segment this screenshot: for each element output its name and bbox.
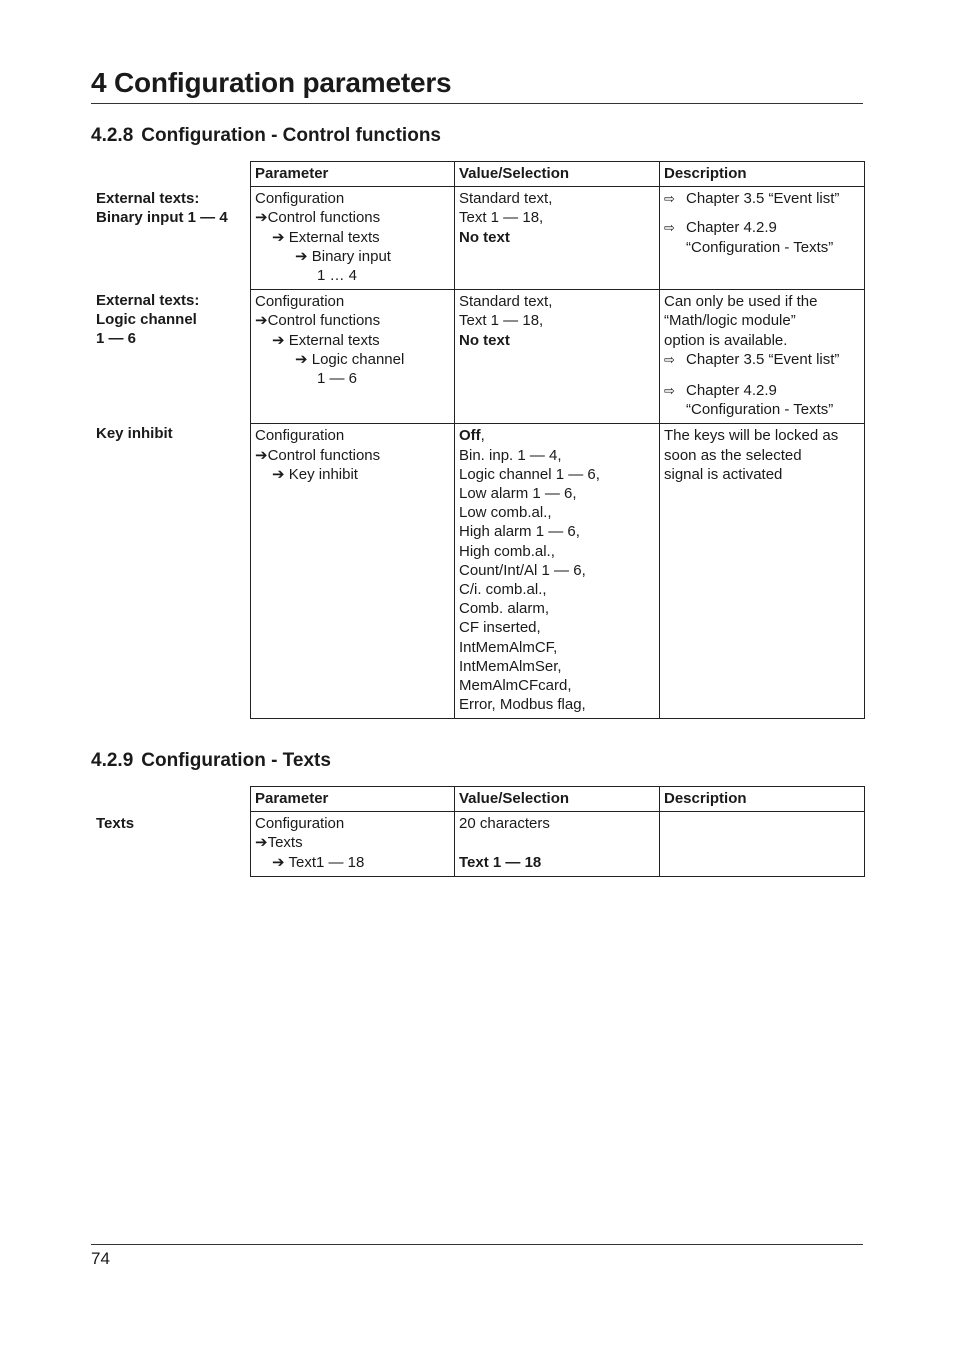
section-number: 4.2.8 bbox=[91, 125, 134, 146]
reference-arrow-icon: ⇨ bbox=[664, 351, 675, 367]
header-description: Description bbox=[660, 162, 865, 187]
value-item: Standard text, bbox=[459, 293, 553, 311]
path-text: Binary input bbox=[311, 247, 391, 265]
value-item: Count/Int/Al 1 — 6, bbox=[459, 561, 586, 579]
reference-arrow-icon: ⇨ bbox=[664, 383, 675, 399]
default-value: Off bbox=[459, 427, 481, 445]
description-cell bbox=[660, 812, 865, 877]
path-step bbox=[255, 465, 450, 484]
section-title-control-functions bbox=[91, 124, 441, 148]
texts-table bbox=[250, 786, 865, 877]
arrow-right-icon: ➔ bbox=[255, 446, 268, 464]
path-step bbox=[255, 208, 450, 227]
description-text: soon as the selected bbox=[664, 446, 802, 464]
path-step bbox=[255, 247, 450, 266]
arrow-right-icon: ➔ bbox=[272, 465, 285, 483]
path-text: Control functions bbox=[267, 312, 381, 330]
value-item: IntMemAlmSer, bbox=[459, 657, 562, 675]
row-label-line: 1 — 6 bbox=[96, 330, 137, 348]
value-cell bbox=[455, 187, 660, 290]
default-value: Text 1 — 18 bbox=[459, 853, 542, 871]
row-label-line: Binary input 1 — 4 bbox=[96, 209, 228, 227]
chapter-reference bbox=[664, 189, 860, 208]
path-text: External texts bbox=[288, 331, 380, 349]
table-header-row bbox=[251, 162, 865, 187]
arrow-right-icon: ➔ bbox=[255, 209, 268, 227]
reference-arrow-icon: ⇨ bbox=[664, 191, 675, 207]
parameter-path-cell bbox=[251, 812, 455, 877]
parameter-path-cell bbox=[251, 187, 455, 290]
arrow-right-icon: ➔ bbox=[295, 247, 308, 265]
description-cell bbox=[660, 187, 865, 290]
value-item: Low comb.al., bbox=[459, 504, 552, 522]
table-row bbox=[251, 424, 865, 719]
value-cell bbox=[455, 812, 660, 877]
path-step bbox=[255, 446, 450, 465]
value-item: MemAlmCFcard, bbox=[459, 677, 572, 695]
description-text: Can only be used if the bbox=[664, 293, 818, 311]
description-cell bbox=[660, 290, 865, 424]
path-step: Configuration bbox=[255, 427, 345, 445]
value-item: Comb. alarm, bbox=[459, 600, 550, 618]
chapter-reference bbox=[664, 350, 860, 369]
arrow-right-icon: ➔ bbox=[272, 853, 285, 871]
chapter-title: 4 Configuration parameters bbox=[91, 64, 863, 104]
value-item: IntMemAlmCF, bbox=[459, 638, 558, 656]
description-text: signal is activated bbox=[664, 465, 783, 483]
table-row bbox=[251, 187, 865, 290]
table-row bbox=[251, 290, 865, 424]
header-value: Value/Selection bbox=[455, 787, 660, 812]
path-step bbox=[255, 331, 450, 350]
value-item: High alarm 1 — 6, bbox=[459, 523, 580, 541]
section-title-texts bbox=[91, 749, 331, 773]
arrow-right-icon: ➔ bbox=[255, 312, 268, 330]
page-number: 74 bbox=[91, 1244, 863, 1269]
value-item: High comb.al., bbox=[459, 542, 555, 560]
description-cell bbox=[660, 424, 865, 719]
path-text: Key inhibit bbox=[288, 465, 358, 483]
reference-text: “Configuration - Texts” bbox=[686, 238, 834, 256]
path-text: Text1 — 18 bbox=[288, 853, 365, 871]
chapter-reference bbox=[664, 381, 860, 419]
header-parameter: Parameter bbox=[251, 787, 455, 812]
value-item: Text 1 — 18, bbox=[459, 209, 544, 227]
description-text: “Math/logic module” bbox=[664, 312, 796, 330]
row-label-texts bbox=[96, 814, 246, 833]
value-item: Standard text, bbox=[459, 190, 553, 208]
header-value: Value/Selection bbox=[455, 162, 660, 187]
path-text: Texts bbox=[267, 834, 303, 852]
parameter-path-cell bbox=[251, 424, 455, 719]
reference-text: Chapter 3.5 “Event list” bbox=[686, 190, 840, 208]
row-label-line: Logic channel bbox=[96, 311, 197, 329]
path-step bbox=[255, 833, 450, 852]
value-item: Error, Modbus flag, bbox=[459, 696, 586, 714]
path-text: Control functions bbox=[267, 209, 381, 227]
value-item: Low alarm 1 — 6, bbox=[459, 485, 577, 503]
path-text: External texts bbox=[288, 228, 380, 246]
path-text: Logic channel bbox=[311, 350, 405, 368]
path-step: Configuration bbox=[255, 190, 345, 208]
path-step bbox=[255, 311, 450, 330]
section-number: 4.2.9 bbox=[91, 750, 134, 771]
path-step: 1 — 6 bbox=[317, 370, 358, 388]
default-value: No text bbox=[459, 331, 510, 349]
path-step bbox=[255, 853, 450, 872]
value-item: Logic channel 1 — 6, bbox=[459, 465, 600, 483]
header-description: Description bbox=[660, 787, 865, 812]
path-step: Configuration bbox=[255, 815, 345, 833]
reference-text: Chapter 4.2.9 bbox=[686, 382, 777, 400]
arrow-right-icon: ➔ bbox=[272, 228, 285, 246]
path-text: Control functions bbox=[267, 446, 381, 464]
chapter-reference bbox=[664, 218, 860, 256]
path-step: Configuration bbox=[255, 293, 345, 311]
path-step bbox=[255, 350, 450, 369]
value-item: Text 1 — 18, bbox=[459, 312, 544, 330]
path-step: 1 … 4 bbox=[317, 267, 358, 285]
row-label-line: Key inhibit bbox=[96, 425, 173, 442]
arrow-right-icon: ➔ bbox=[295, 350, 308, 368]
row-label-logic-channel bbox=[96, 291, 246, 349]
reference-arrow-icon: ⇨ bbox=[664, 220, 675, 236]
reference-text: “Configuration - Texts” bbox=[686, 401, 834, 419]
row-label-binary-input bbox=[96, 189, 246, 227]
description-text: option is available. bbox=[664, 331, 788, 349]
row-label-key-inhibit bbox=[96, 424, 246, 443]
description-text: The keys will be locked as bbox=[664, 427, 839, 445]
row-label-line: External texts: bbox=[96, 292, 200, 309]
header-parameter: Parameter bbox=[251, 162, 455, 187]
arrow-right-icon: ➔ bbox=[272, 331, 285, 349]
value-cell bbox=[455, 290, 660, 424]
value-item: 20 characters bbox=[459, 815, 550, 833]
row-label-line: Texts bbox=[96, 815, 135, 832]
path-step bbox=[255, 228, 450, 247]
default-value: No text bbox=[459, 228, 510, 246]
value-item: C/i. comb.al., bbox=[459, 581, 547, 599]
reference-text: Chapter 4.2.9 bbox=[686, 219, 777, 237]
reference-text: Chapter 3.5 “Event list” bbox=[686, 350, 840, 368]
section-heading: Configuration - Control functions bbox=[141, 125, 441, 146]
control-functions-table bbox=[250, 161, 865, 719]
value-item: Bin. inp. 1 — 4, bbox=[459, 446, 562, 464]
table-header-row bbox=[251, 787, 865, 812]
section-heading: Configuration - Texts bbox=[141, 750, 331, 771]
table-row bbox=[251, 812, 865, 877]
row-label-line: External texts: bbox=[96, 190, 200, 207]
value-item: Off, bbox=[459, 427, 485, 445]
arrow-right-icon: ➔ bbox=[255, 834, 268, 852]
parameter-path-cell bbox=[251, 290, 455, 424]
value-cell bbox=[455, 424, 660, 719]
value-item: CF inserted, bbox=[459, 619, 541, 637]
